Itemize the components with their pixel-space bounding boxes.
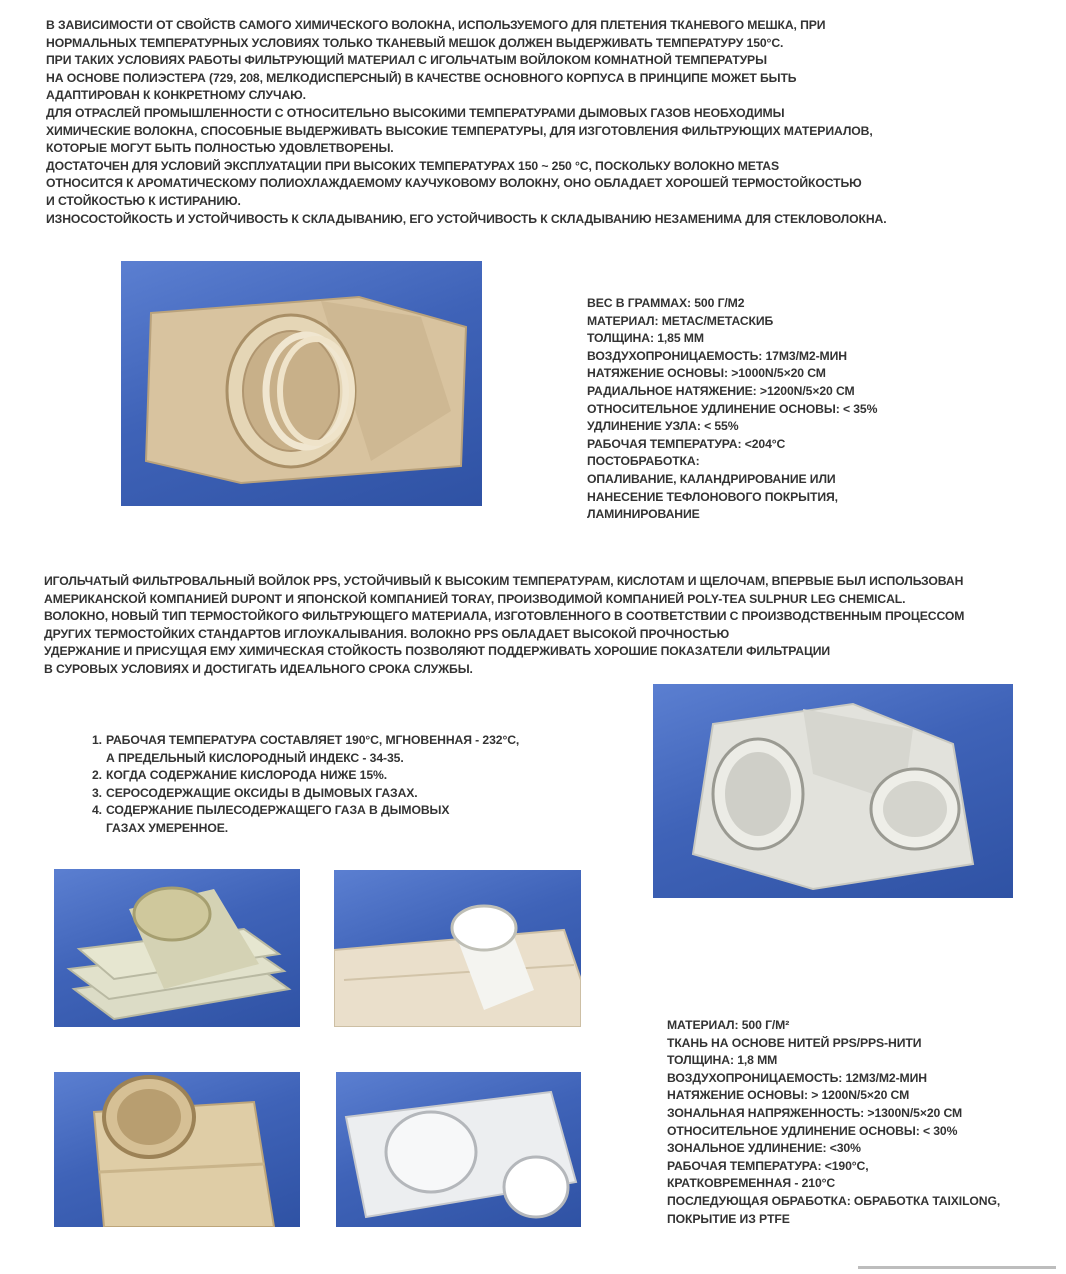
text-line: АМЕРИКАНСКОЙ КОМПАНИЕЙ DUPONT И ЯПОНСКОЙ КОМПАНИЕЙ TORAY, ПРОИЗВОДИМОЙ КОМПАНИЕЙ POLY-TEA SULPHUR LEG CHEMICAL.: [44, 591, 906, 606]
intro-paragraph: [46, 17, 887, 228]
text-line: РАБОЧАЯ ТЕМПЕРАТУРА: <190°C,: [667, 1158, 869, 1173]
text-line: ЛАМИНИРОВАНИЕ: [587, 507, 700, 522]
bottom-divider: [858, 1266, 1056, 1269]
condition-item: [92, 802, 519, 837]
condition-item: [92, 767, 519, 785]
felt-bag-opening-photo: [54, 1072, 300, 1227]
text-line: ДРУГИХ ТЕРМОСТОЙКИХ СТАНДАРТОВ ИГЛОУКАЛЫВАНИЯ. ВОЛОКНО PPS ОБЛАДАЕТ ВЫСОКОЙ ПРОЧНОСТЬЮ: [44, 626, 730, 641]
pps-specs: [667, 1017, 1000, 1228]
text-line: ЗОНАЛЬНАЯ НАПРЯЖЕННОСТЬ: >1300N/5×20 СМ: [667, 1105, 963, 1120]
text-line: ОПАЛИВАНИЕ, КАЛАНДРИРОВАНИЕ ИЛИ: [587, 471, 836, 486]
text-line: ОТНОСИТЕЛЬНОЕ УДЛИНЕНИЕ ОСНОВЫ: < 35%: [587, 401, 878, 416]
condition-text: СОДЕРЖАНИЕ ПЫЛЕСОДЕРЖАЩЕГО ГАЗА В ДЫМОВЫХ: [106, 803, 450, 818]
text-line: ПОСТОБРАБОТКА:: [587, 454, 700, 469]
text-line: НАТЯЖЕНИЕ ОСНОВЫ: >1000N/5×20 СМ: [587, 366, 826, 381]
white-bag-cuff-illustration: [334, 870, 581, 1027]
pps-intro-paragraph: [44, 573, 1066, 679]
metas-filter-bag-illustration: [121, 261, 482, 506]
condition-number: 4.: [92, 803, 102, 818]
text-line: В ЗАВИСИМОСТИ ОТ СВОЙСТВ САМОГО ХИМИЧЕСКОГО ВОЛОКНА, ИСПОЛЬЗУЕМОГО ДЛЯ ПЛЕТЕНИЯ ТКАНЕВОГО МЕШКА, ПРИ: [46, 18, 826, 32]
text-line: ЗОНАЛЬНОЕ УДЛИНЕНИЕ: <30%: [667, 1141, 861, 1156]
text-line: НА ОСНОВЕ ПОЛИЭСТЕРА (729, 208, МЕЛКОДИСПЕРСНЫЙ) В КАЧЕСТВЕ ОСНОВНОГО КОРПУСА В ПРИНЦИПЕ МОЖЕТ БЫТЬ: [46, 70, 797, 85]
metas-specs: [587, 295, 877, 524]
text-line: УДЛИНЕНИЕ УЗЛА: < 55%: [587, 419, 739, 434]
felt-bag-opening-illustration: [54, 1072, 300, 1227]
text-line: ДОСТАТОЧЕН ДЛЯ УСЛОВИЙ ЭКСПЛУАТАЦИИ ПРИ ВЫСОКИХ ТЕМПЕРАТУРАХ 150 ~ 250 °C, ПОСКОЛЬКУ ВОЛОКНО METAS: [46, 158, 779, 173]
metas-filter-bag-photo: [121, 261, 482, 506]
text-line: ДЛЯ ОТРАСЛЕЙ ПРОМЫШЛЕННОСТИ С ОТНОСИТЕЛЬНО ВЫСОКИМИ ТЕМПЕРАТУРАМИ ДЫМОВЫХ ГАЗОВ НЕОБХОДИМЫ: [46, 105, 785, 120]
text-line: ИЗНОСОСТОЙКОСТЬ И УСТОЙЧИВОСТЬ К СКЛАДЫВАНИЮ, ЕГО УСТОЙЧИВОСТЬ К СКЛАДЫВАНИЮ НЕЗАМЕНИМА ДЛЯ СТЕКЛОВОЛОКНА.: [46, 211, 887, 226]
text-line: УДЕРЖАНИЕ И ПРИСУЩАЯ ЕМУ ХИМИЧЕСКАЯ СТОЙКОСТЬ ПОЗВОЛЯЮТ ПОДДЕРЖИВАТЬ ХОРОШИЕ ПОКАЗАТЕЛИ ФИЛЬТРАЦИИ: [44, 644, 831, 659]
white-bags-pair-illustration: [336, 1072, 581, 1227]
text-line: ПОКРЫТИЕ ИЗ PTFE: [667, 1211, 790, 1226]
condition-number: 1.: [92, 733, 102, 747]
text-line: ОТНОСИТЕЛЬНОЕ УДЛИНЕНИЕ ОСНОВЫ: < 30%: [667, 1123, 958, 1138]
text-line: ВЕС В ГРАММАХ: 500 Г/М2: [587, 296, 745, 310]
condition-item: [92, 732, 519, 767]
text-line: РАДИАЛЬНОЕ НАТЯЖЕНИЕ: >1200N/5×20 СМ: [587, 383, 855, 398]
felt-bags-stack-illustration: [54, 869, 300, 1027]
text-line: МАТЕРИАЛ: 500 Г/М²: [667, 1018, 790, 1032]
condition-text: А ПРЕДЕЛЬНЫЙ КИСЛОРОДНЫЙ ИНДЕКС - 34-35.: [106, 750, 404, 765]
condition-text: РАБОЧАЯ ТЕМПЕРАТУРА СОСТАВЛЯЕТ 190°C, МГНОВЕННАЯ - 232°C,: [106, 733, 520, 747]
condition-item: [92, 785, 519, 803]
pps-filter-bags-illustration: [653, 684, 1013, 898]
condition-text: СЕРОСОДЕРЖАЩИЕ ОКСИДЫ В ДЫМОВЫХ ГАЗАХ.: [106, 785, 418, 800]
text-line: В СУРОВЫХ УСЛОВИЯХ И ДОСТИГАТЬ ИДЕАЛЬНОГО СРОКА СЛУЖБЫ.: [44, 661, 473, 676]
text-line: ТОЛЩИНА: 1,85 ММ: [587, 331, 704, 346]
text-line: ИГОЛЬЧАТЫЙ ФИЛЬТРОВАЛЬНЫЙ ВОЙЛОК PPS, УСТОЙЧИВЫЙ К ВЫСОКИМ ТЕМПЕРАТУРАМ, КИСЛОТАМ И ЩЕЛОЧАМ, ВПЕРВЫЕ БЫЛ ИСПОЛЬЗОВАН: [44, 574, 964, 588]
pps-conditions-list: [92, 732, 519, 838]
condition-number: 2.: [92, 768, 102, 783]
text-line: ВОЛОКНО, НОВЫЙ ТИП ТЕРМОСТОЙКОГО ФИЛЬТРУЮЩЕГО МАТЕРИАЛА, ИЗГОТОВЛЕННОГО В СООТВЕТСТВИИ С ПРОИЗВОДСТВЕННЫМ ПРОЦЕССОМ: [44, 609, 965, 624]
text-line: ТОЛЩИНА: 1,8 ММ: [667, 1053, 778, 1068]
condition-text: КОГДА СОДЕРЖАНИЕ КИСЛОРОДА НИЖЕ 15%.: [106, 768, 388, 783]
text-line: НАНЕСЕНИЕ ТЕФЛОНОВОГО ПОКРЫТИЯ,: [587, 489, 838, 504]
condition-number: 3.: [92, 785, 102, 800]
text-line: ВОЗДУХОПРОНИЦАЕМОСТЬ: 17М3/М2-МИН: [587, 348, 847, 363]
pps-filter-bags-photo: [653, 684, 1013, 898]
white-bags-pair-photo: [336, 1072, 581, 1227]
text-line: ХИМИЧЕСКИЕ ВОЛОКНА, СПОСОБНЫЕ ВЫДЕРЖИВАТЬ ВЫСОКИЕ ТЕМПЕРАТУРЫ, ДЛЯ ИЗГОТОВЛЕНИЯ ФИЛЬТРУЮЩИХ МАТЕРИАЛОВ,: [46, 123, 873, 138]
text-line: ПОСЛЕДУЮЩАЯ ОБРАБОТКА: ОБРАБОТКА TAIXILONG,: [667, 1193, 1001, 1208]
text-line: АДАПТИРОВАН К КОНКРЕТНОМУ СЛУЧАЮ.: [46, 88, 306, 103]
text-line: ВОЗДУХОПРОНИЦАЕМОСТЬ: 12М3/М2-МИН: [667, 1070, 927, 1085]
text-line: МАТЕРИАЛ: МЕТАС/МЕТАСКИБ: [587, 313, 774, 328]
text-line: НАТЯЖЕНИЕ ОСНОВЫ: > 1200N/5×20 СМ: [667, 1088, 910, 1103]
text-line: РАБОЧАЯ ТЕМПЕРАТУРА: <204°C: [587, 436, 786, 451]
text-line: КОТОРЫЕ МОГУТ БЫТЬ ПОЛНОСТЬЮ УДОВЛЕТВОРЕНЫ.: [46, 141, 394, 156]
text-line: ТКАНЬ НА ОСНОВЕ НИТЕЙ PPS/PPS-НИТИ: [667, 1035, 922, 1050]
text-line: НОРМАЛЬНЫХ ТЕМПЕРАТУРНЫХ УСЛОВИЯХ ТОЛЬКО ТКАНЕВЫЙ МЕШОК ДОЛЖЕН ВЫДЕРЖИВАТЬ ТЕМПЕРАТУРУ 150°C.: [46, 35, 784, 50]
text-line: ОТНОСИТСЯ К АРОМАТИЧЕСКОМУ ПОЛИОХЛАЖДАЕМОМУ КАУЧУКОВОМУ ВОЛОКНУ, ОНО ОБЛАДАЕТ ХОРОШЕЙ ТЕРМОСТОЙКОСТЬЮ: [46, 176, 862, 191]
felt-bags-stack-photo: [54, 869, 300, 1027]
condition-text: ГАЗАХ УМЕРЕННОЕ.: [106, 820, 229, 835]
text-line: ПРИ ТАКИХ УСЛОВИЯХ РАБОТЫ ФИЛЬТРУЮЩИЙ МАТЕРИАЛ С ИГОЛЬЧАТЫМ ВОЙЛОКОМ КОМНАТНОЙ ТЕМПЕРАТУРЫ: [46, 53, 767, 68]
white-bag-cuff-photo: [334, 870, 581, 1027]
text-line: КРАТКОВРЕМЕННАЯ - 210°C: [667, 1176, 836, 1191]
text-line: И СТОЙКОСТЬЮ К ИСТИРАНИЮ.: [46, 193, 241, 208]
